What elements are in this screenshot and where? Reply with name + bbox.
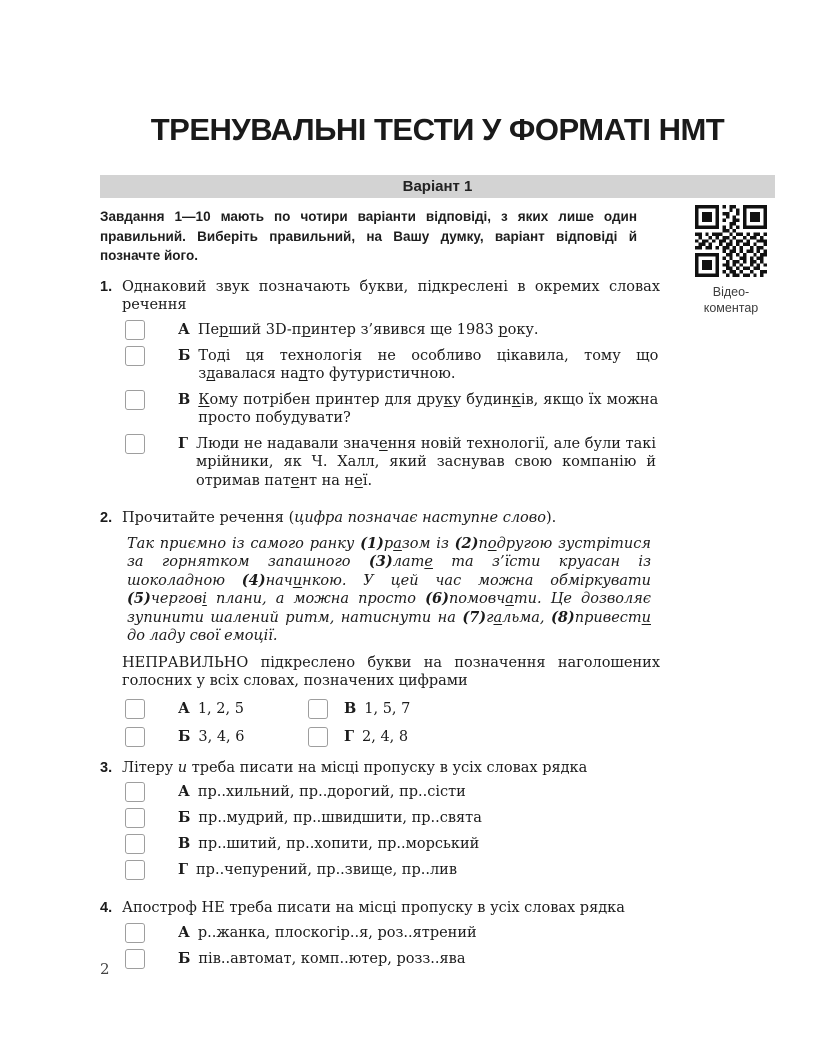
question-3-option-v — [122, 835, 660, 854]
question-2-option-b — [122, 728, 308, 747]
question-1-option-g — [122, 435, 660, 491]
option-letter: А — [178, 783, 190, 800]
checkbox-q1-v[interactable] — [125, 390, 145, 410]
option-letter: Б — [178, 346, 191, 364]
option-letter: Б — [178, 727, 191, 745]
checkbox-q4-b[interactable] — [125, 949, 145, 969]
question-4-option-b — [122, 950, 660, 969]
option-letter: А — [178, 923, 190, 941]
checkbox-q1-g[interactable] — [125, 434, 145, 454]
checkbox-q3-g[interactable] — [125, 860, 145, 880]
page-number: 2 — [100, 960, 110, 978]
question-1-option-v — [122, 391, 660, 428]
question-2-option-g — [308, 728, 660, 747]
option-letter: Г — [178, 861, 189, 878]
option-text: 3, 4, 6 — [198, 728, 245, 745]
option-text: р..жанка, плоскогір..я, роз..ятрений — [197, 924, 477, 941]
option-text: пр..хильний, пр..дорогий, пр..сісти — [197, 784, 466, 800]
question-2-followup: НЕПРАВИЛЬНО підкреслено букви на позначення наголошених голосних у всіх словах, позначених цифрами — [122, 654, 660, 689]
question-1-prompt: Однаковий звук позначають букви, підкреслені в окремих словах речення — [122, 278, 660, 313]
question-2-prompt: Прочитайте речення (цифра позначає наступне слово). — [122, 510, 557, 526]
option-text: пр..мудрий, пр..швидшити, пр..свята — [198, 810, 482, 826]
checkbox-q1-b[interactable] — [125, 346, 145, 366]
checkbox-q2-a[interactable] — [125, 699, 145, 719]
question-2-option-v — [308, 700, 660, 719]
option-text: 1, 2, 5 — [197, 700, 244, 717]
question-3-option-g — [122, 861, 660, 880]
question-3-number: 3. — [100, 759, 113, 776]
qr-code-icon — [695, 205, 767, 277]
checkbox-q2-v[interactable] — [308, 699, 328, 719]
question-4 — [100, 899, 660, 976]
checkbox-q3-b[interactable] — [125, 808, 145, 828]
instructions-text: Завдання 1—10 мають по чотири варіанти відповіді, з яких лише один правильний. Виберіть правильний, на Вашу думку, варіант відповіді й позначте його. — [100, 209, 637, 263]
option-text: 1, 5, 7 — [364, 700, 411, 717]
variant-label: Варіант 1 — [402, 178, 473, 195]
option-text: Кому потрібен принтер для друку будинків, якщо їх можна просто побудувати? — [198, 391, 659, 426]
question-1-number: 1. — [100, 278, 113, 295]
question-1-option-a — [122, 321, 660, 340]
option-letter: Г — [344, 727, 355, 745]
question-2-passage: Так приємно із самого ранку (1)разом із (2)подругою зустрітися за горнятком запашного (3)лате та з’їсти круасан із шоколадною (4)начинкою. У цей час можна обміркувати (5)чергові плани, а можна просто (6)помовчати. Це дозволяє зупинити шалений ритм, натиснути на (7)гальма, (8)привести до ладу свої емоції. — [127, 534, 652, 644]
checkbox-q2-b[interactable] — [125, 727, 145, 747]
option-letter: Б — [178, 809, 191, 826]
option-text: пр..чепурений, пр..звище, пр..лив — [196, 862, 458, 878]
checkbox-q3-v[interactable] — [125, 834, 145, 854]
question-4-number: 4. — [100, 900, 113, 916]
qr-caption — [689, 284, 773, 316]
option-text: Люди не надавали значення новій технології, але були такі мрійники, як Ч. Халл, який заснував свою компанію й отримав патент на неї. — [196, 435, 657, 489]
option-letter: В — [344, 699, 357, 717]
option-text: Тоді ця технологія не особливо цікавила, тому що здавалася надто футуристичною. — [198, 347, 659, 382]
option-text: 2, 4, 8 — [362, 728, 409, 745]
page-title: ТРЕНУВАЛЬНІ ТЕСТИ У ФОРМАТІ НМТ — [150, 112, 725, 147]
video-comment-block — [689, 205, 773, 316]
question-3-option-a — [122, 783, 660, 802]
question-4-option-a — [122, 924, 660, 943]
option-letter: В — [178, 390, 191, 408]
variant-header — [100, 175, 775, 198]
checkbox-q2-g[interactable] — [308, 727, 328, 747]
question-1-option-b — [122, 347, 660, 384]
option-letter: Б — [178, 949, 191, 967]
qr-caption-line1: Відео- — [712, 285, 750, 299]
option-text: пр..шитий, пр..хопити, пр..морський — [198, 836, 480, 852]
option-letter: А — [178, 699, 190, 717]
question-3-option-b — [122, 809, 660, 828]
option-text: пів..автомат, комп..ютер, розз..ява — [198, 950, 466, 967]
option-letter: А — [178, 320, 190, 338]
question-3 — [100, 759, 660, 888]
question-4-prompt: Апостроф НЕ треба писати на місці пропуску в усіх словах рядка — [122, 900, 625, 916]
checkbox-q4-a[interactable] — [125, 923, 145, 943]
checkbox-q3-a[interactable] — [125, 782, 145, 802]
question-2 — [100, 509, 660, 747]
option-letter: В — [178, 835, 191, 852]
option-text: Перший 3D-принтер з’явився ще 1983 року. — [197, 321, 539, 338]
question-1 — [100, 278, 660, 498]
question-2-option-a — [122, 700, 308, 719]
option-letter: Г — [178, 434, 189, 452]
question-2-number: 2. — [100, 510, 113, 526]
qr-caption-line2: коментар — [703, 301, 759, 315]
checkbox-q1-a[interactable] — [125, 320, 145, 340]
questions-list — [100, 278, 660, 976]
question-3-prompt: Літеру и треба писати на місці пропуску в усіх словах рядка — [122, 759, 588, 776]
